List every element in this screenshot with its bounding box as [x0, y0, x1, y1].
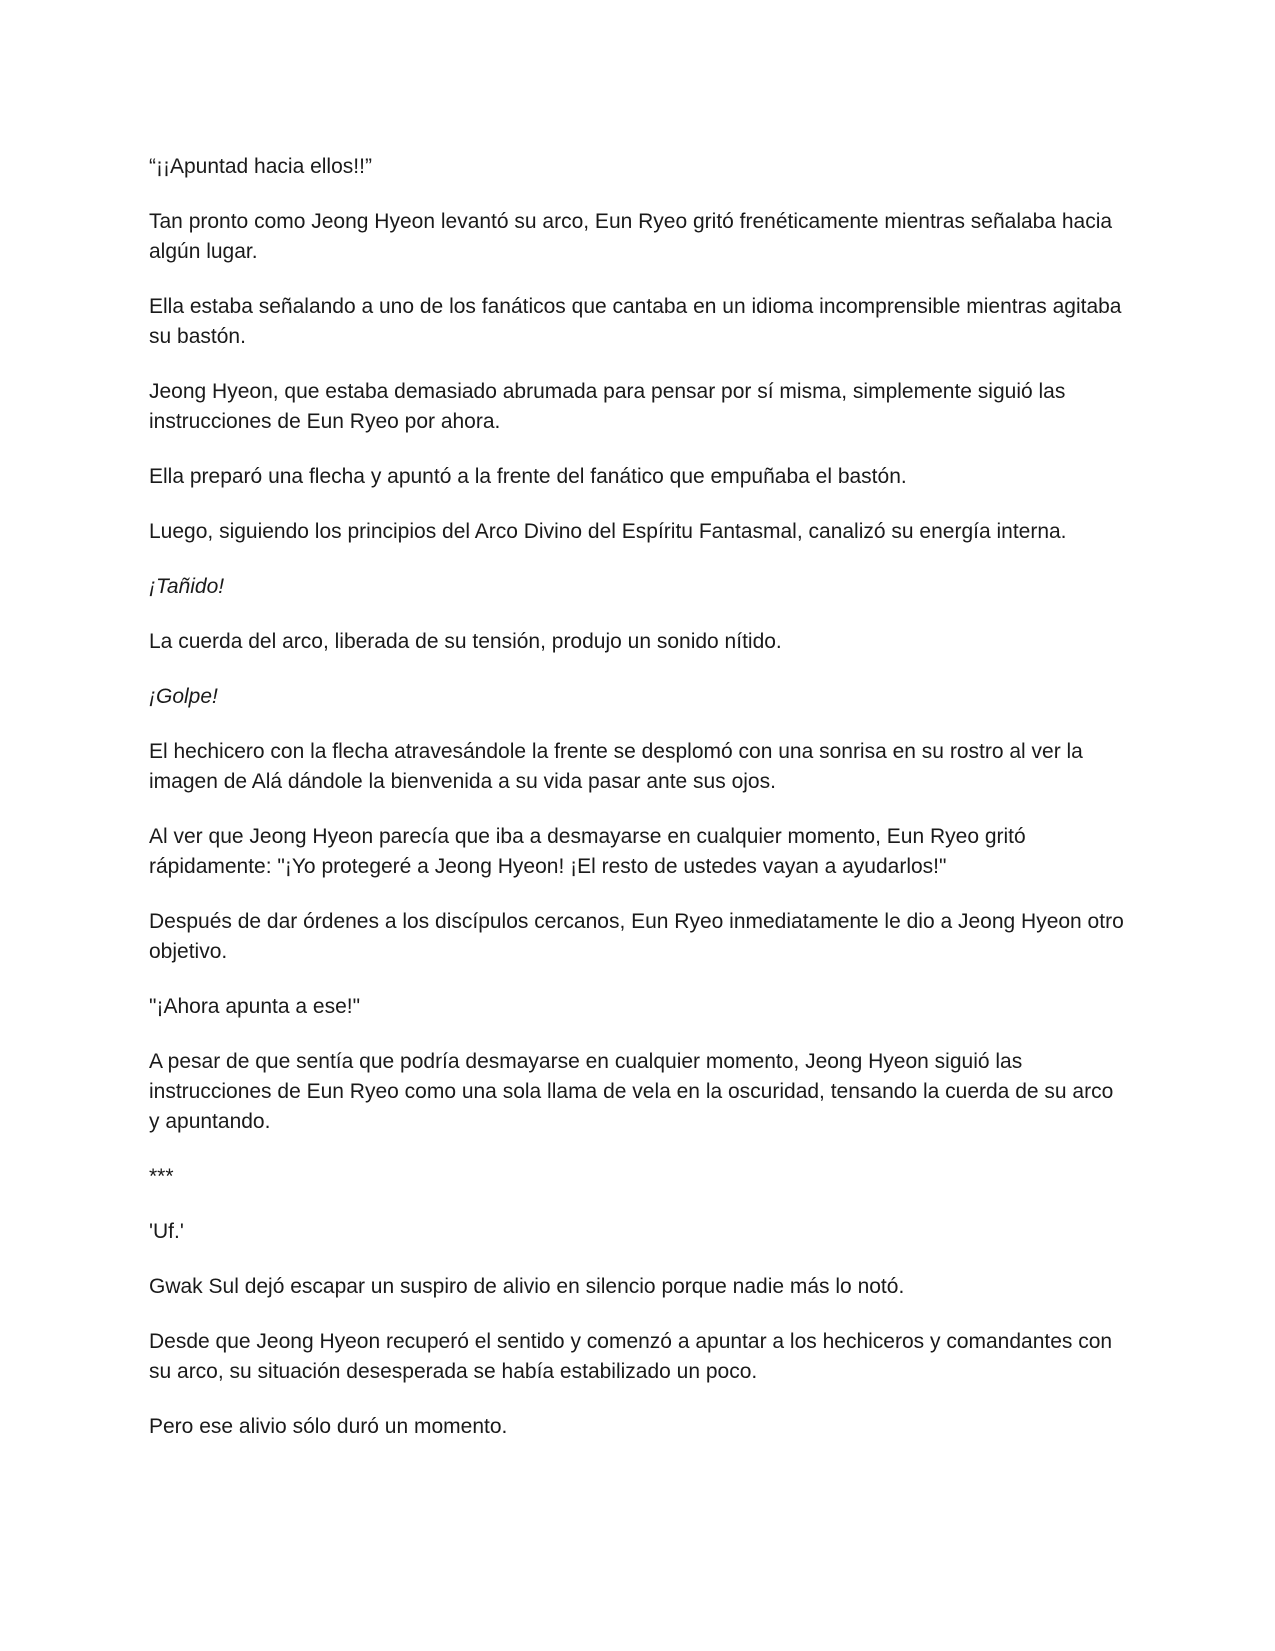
paragraph: Ella estaba señalando a uno de los fanáticos que cantaba en un idioma incomprensible mientras agitaba su bastón. [149, 295, 1122, 348]
paragraph: Al ver que Jeong Hyeon parecía que iba a desmayarse en cualquier momento, Eun Ryeo gritó rápidamente: "¡Yo protegeré a Jeong Hyeon! ¡El resto de ustedes vayan a ayudarlos!" [149, 825, 1026, 878]
sound-effect-paragraph: ¡Golpe! [149, 685, 218, 708]
scene-break: *** [149, 1165, 174, 1188]
paragraph: 'Uf.' [149, 1220, 184, 1243]
paragraph: Jeong Hyeon, que estaba demasiado abrumada para pensar por sí misma, simplemente siguió las instrucciones de Eun Ryeo por ahora. [149, 380, 1066, 433]
paragraph: Desde que Jeong Hyeon recuperó el sentido y comenzó a apuntar a los hechiceros y comandantes con su arco, su situación desesperada se había estabilizado un poco. [149, 1330, 1113, 1383]
paragraph: "¡Ahora apunta a ese!" [149, 995, 361, 1018]
paragraph: Ella preparó una flecha y apuntó a la frente del fanático que empuñaba el bastón. [149, 465, 907, 488]
paragraph: Luego, siguiendo los principios del Arco Divino del Espíritu Fantasmal, canalizó su energía interna. [149, 520, 1067, 543]
paragraph: A pesar de que sentía que podría desmayarse en cualquier momento, Jeong Hyeon siguió las instrucciones de Eun Ryeo como una sola llama de vela en la oscuridad, tensando la cuerda de su arco y apuntando. [149, 1050, 1114, 1133]
paragraph: El hechicero con la flecha atravesándole la frente se desplomó con una sonrisa en su rostro al ver la imagen de Alá dándole la bienvenida a su vida pasar ante sus ojos. [149, 740, 1083, 793]
sound-effect-paragraph: ¡Tañido! [149, 575, 225, 598]
paragraph: Tan pronto como Jeong Hyeon levantó su arco, Eun Ryeo gritó frenéticamente mientras señalaba hacia algún lugar. [149, 210, 1113, 263]
paragraph: Pero ese alivio sólo duró un momento. [149, 1415, 508, 1438]
document-body [149, 152, 1129, 1467]
paragraph: La cuerda del arco, liberada de su tensión, produjo un sonido nítido. [149, 630, 782, 653]
paragraph: Gwak Sul dejó escapar un suspiro de alivio en silencio porque nadie más lo notó. [149, 1275, 905, 1298]
paragraph: Después de dar órdenes a los discípulos cercanos, Eun Ryeo inmediatamente le dio a Jeong Hyeon otro objetivo. [149, 910, 1124, 963]
paragraph: “¡¡Apuntad hacia ellos!!” [149, 155, 372, 178]
